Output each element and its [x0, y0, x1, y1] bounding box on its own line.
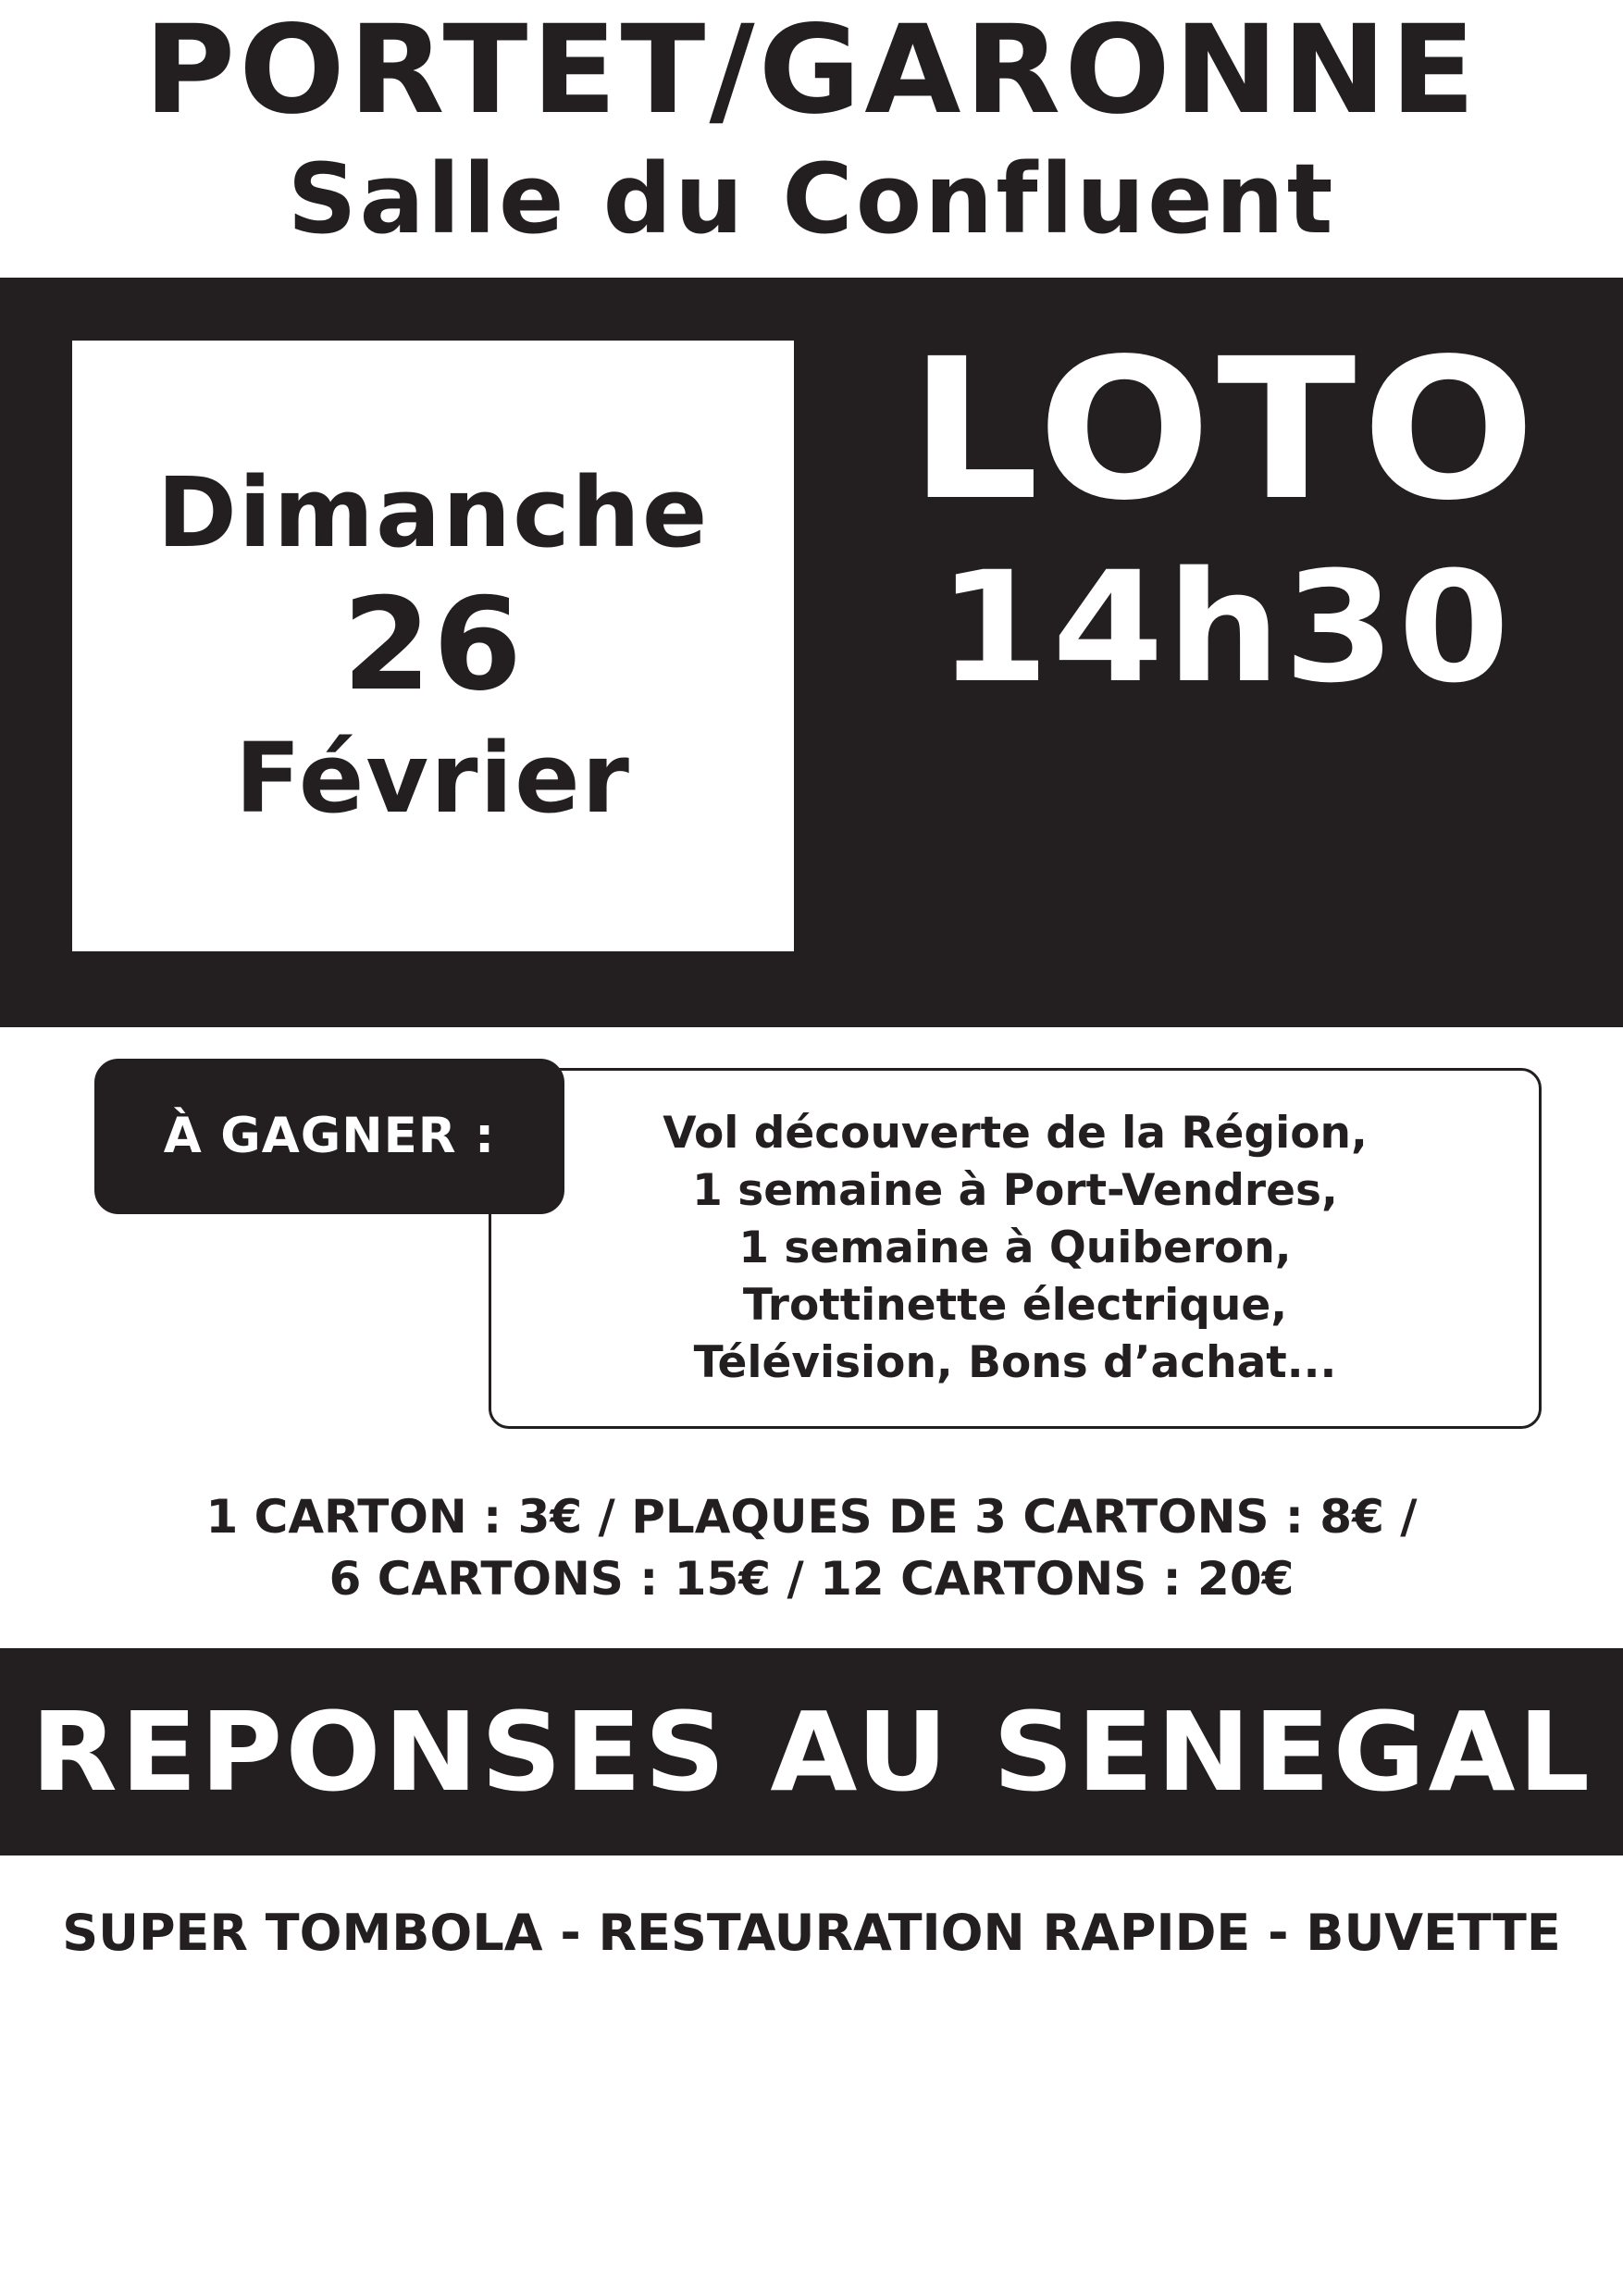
- date-month: Février: [235, 721, 631, 835]
- prizes-list: [644, 1105, 1386, 1392]
- answers-band: [0, 1648, 1623, 1855]
- event-title: LOTO: [909, 316, 1542, 543]
- answers-text: REPONSES AU SENEGAL: [31, 1687, 1592, 1816]
- loto-block: [855, 316, 1595, 716]
- footer-extras: SUPER TOMBOLA - RESTAURATION RAPIDE - BUVETTE: [62, 1903, 1561, 1962]
- pricing-line-2: 6 CARTONS : 15€ / 12 CARTONS : 20€: [328, 1552, 1295, 1607]
- prizes-area: [0, 1059, 1623, 1457]
- event-band: [0, 278, 1623, 1027]
- prize-line: 1 semaine à Quiberon,: [738, 1222, 1292, 1273]
- event-time: 14h30: [937, 538, 1513, 716]
- city-title: PORTET/GARONNE: [143, 0, 1480, 142]
- pricing-line-1: 1 CARTON : 3€ / PLAQUES DE 3 CARTONS : 8€ /: [205, 1489, 1418, 1544]
- prizes-box: [489, 1068, 1542, 1429]
- prize-line: Télévision, Bons d’achat...: [693, 1336, 1337, 1388]
- date-number: 26: [341, 570, 525, 720]
- pricing-block: [0, 1486, 1623, 1611]
- prize-line: Trottinette électrique,: [742, 1279, 1288, 1331]
- prize-line: 1 semaine à Port-Vendres,: [692, 1164, 1338, 1216]
- prizes-label-badge: À GAGNER :: [94, 1059, 564, 1214]
- venue-title: Salle du Confluent: [287, 143, 1336, 255]
- date-box: [72, 341, 794, 951]
- prize-line: Vol découverte de la Région,: [663, 1107, 1368, 1159]
- poster-header: [0, 0, 1623, 255]
- date-weekday: Dimanche: [156, 455, 710, 569]
